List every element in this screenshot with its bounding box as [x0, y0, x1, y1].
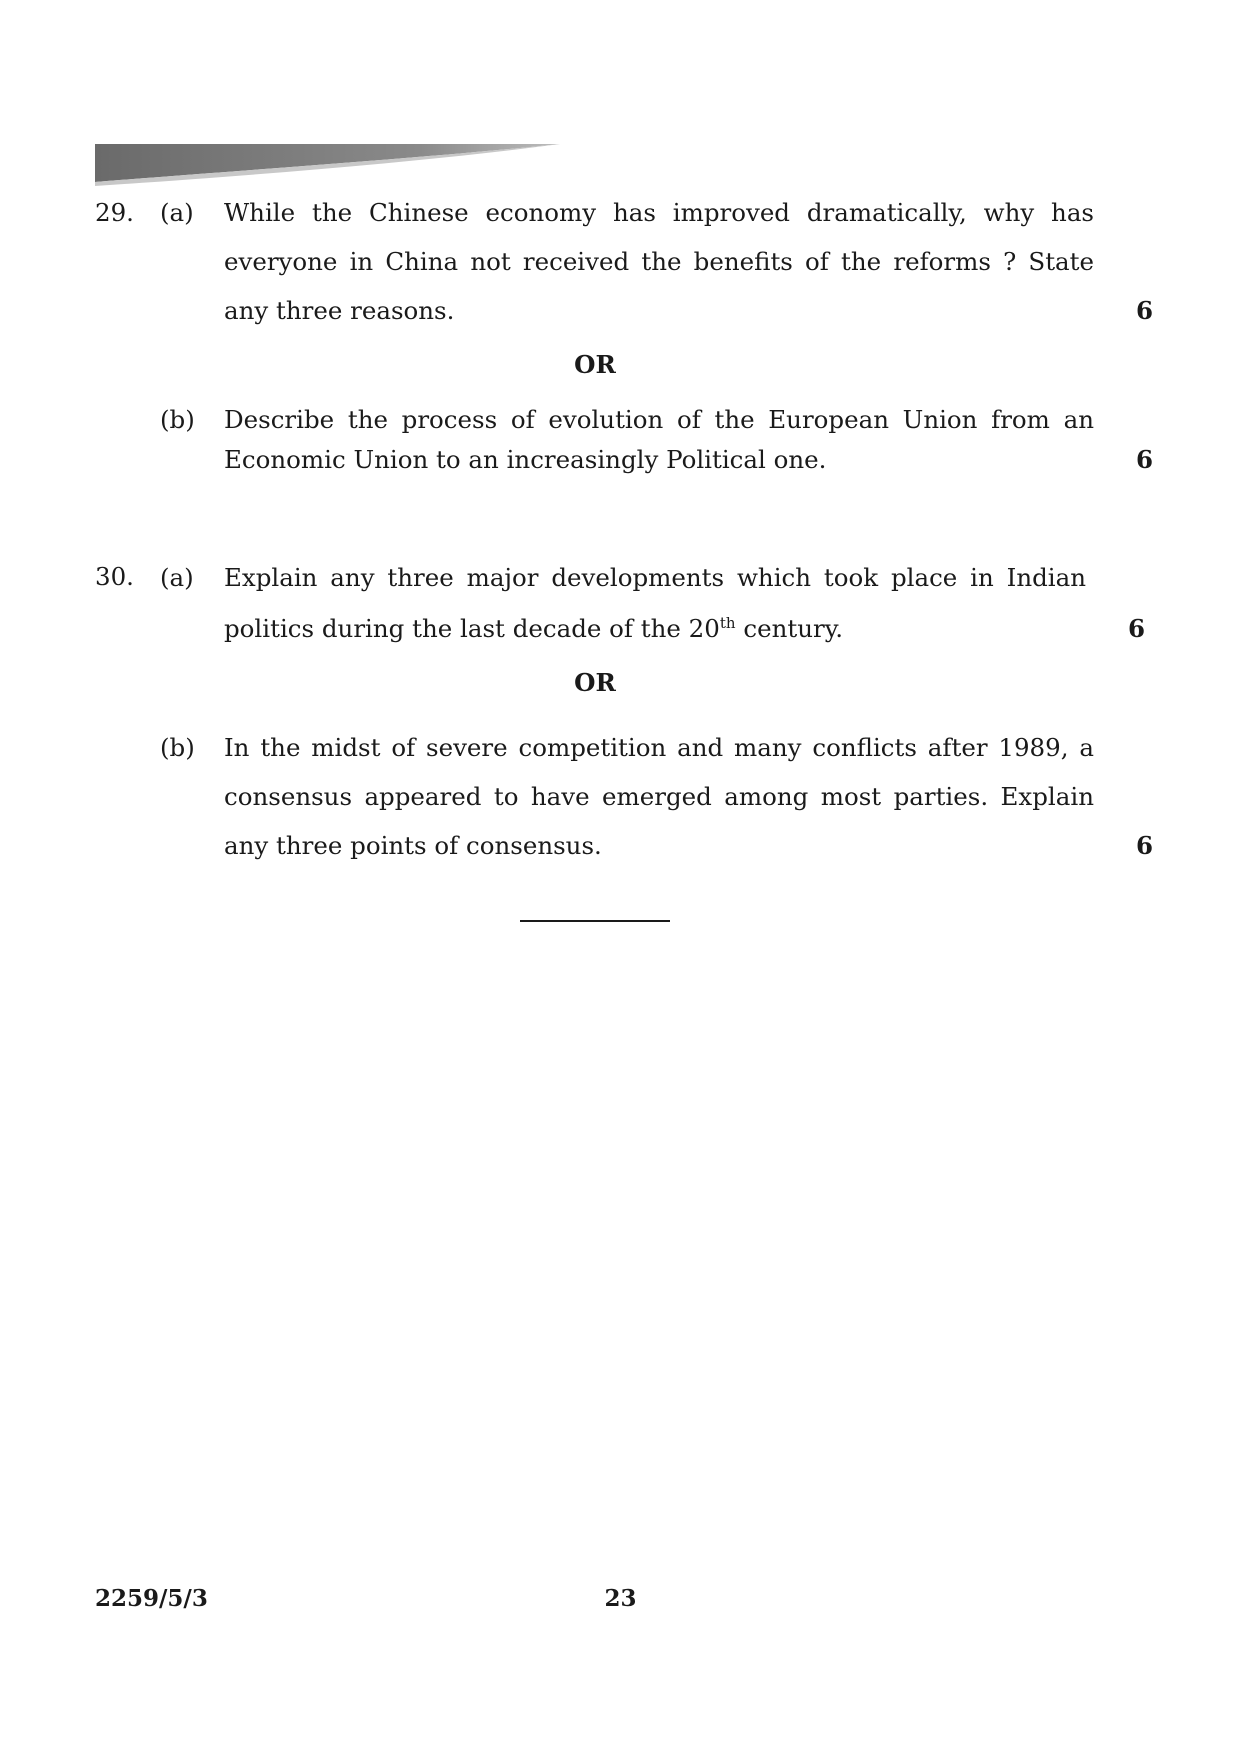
text-line: Describe the process of evolution of the European Union from an [224, 405, 1094, 434]
marks: 6 [1136, 296, 1154, 325]
marks: 6 [1136, 445, 1154, 474]
part-label: (a) [160, 563, 194, 592]
question-text [224, 188, 1094, 335]
text-segment: politics during the last decade of the 20 [224, 614, 720, 643]
text-line: any three points of consensus. [224, 831, 602, 860]
part-label: (b) [160, 405, 195, 434]
question-text [224, 400, 1094, 480]
text-line: While the Chinese economy has improved dramatically, why has [224, 198, 1094, 227]
superscript: th [719, 613, 736, 632]
end-of-paper-rule [520, 920, 670, 922]
or-separator: OR [574, 668, 616, 697]
or-separator: OR [574, 350, 616, 379]
text-line: consensus appeared to have emerged among most parties. Explain [224, 782, 1094, 811]
question-text [224, 552, 1086, 654]
marks: 6 [1128, 614, 1146, 643]
text-line: Explain any three major developments which took place in Indian [224, 563, 1086, 592]
text-segment: century. [735, 614, 844, 643]
part-label: (a) [160, 198, 194, 227]
header-swoosh-decoration [95, 144, 560, 186]
text-line: In the midst of severe competition and many conflicts after 1989, a [224, 733, 1094, 762]
question-number: 29. [95, 198, 134, 227]
page-number: 23 [604, 1585, 637, 1612]
marks: 6 [1136, 831, 1154, 860]
paper-code: 2259/5/3 [95, 1585, 208, 1612]
text-line [224, 603, 1086, 654]
text-line: any three reasons. [224, 296, 455, 325]
question-text [224, 723, 1094, 870]
question-number: 30. [95, 562, 134, 591]
text-line: everyone in China not received the benefits of the reforms ? State [224, 247, 1094, 276]
part-label: (b) [160, 733, 195, 762]
text-line: Economic Union to an increasingly Political one. [224, 445, 827, 474]
